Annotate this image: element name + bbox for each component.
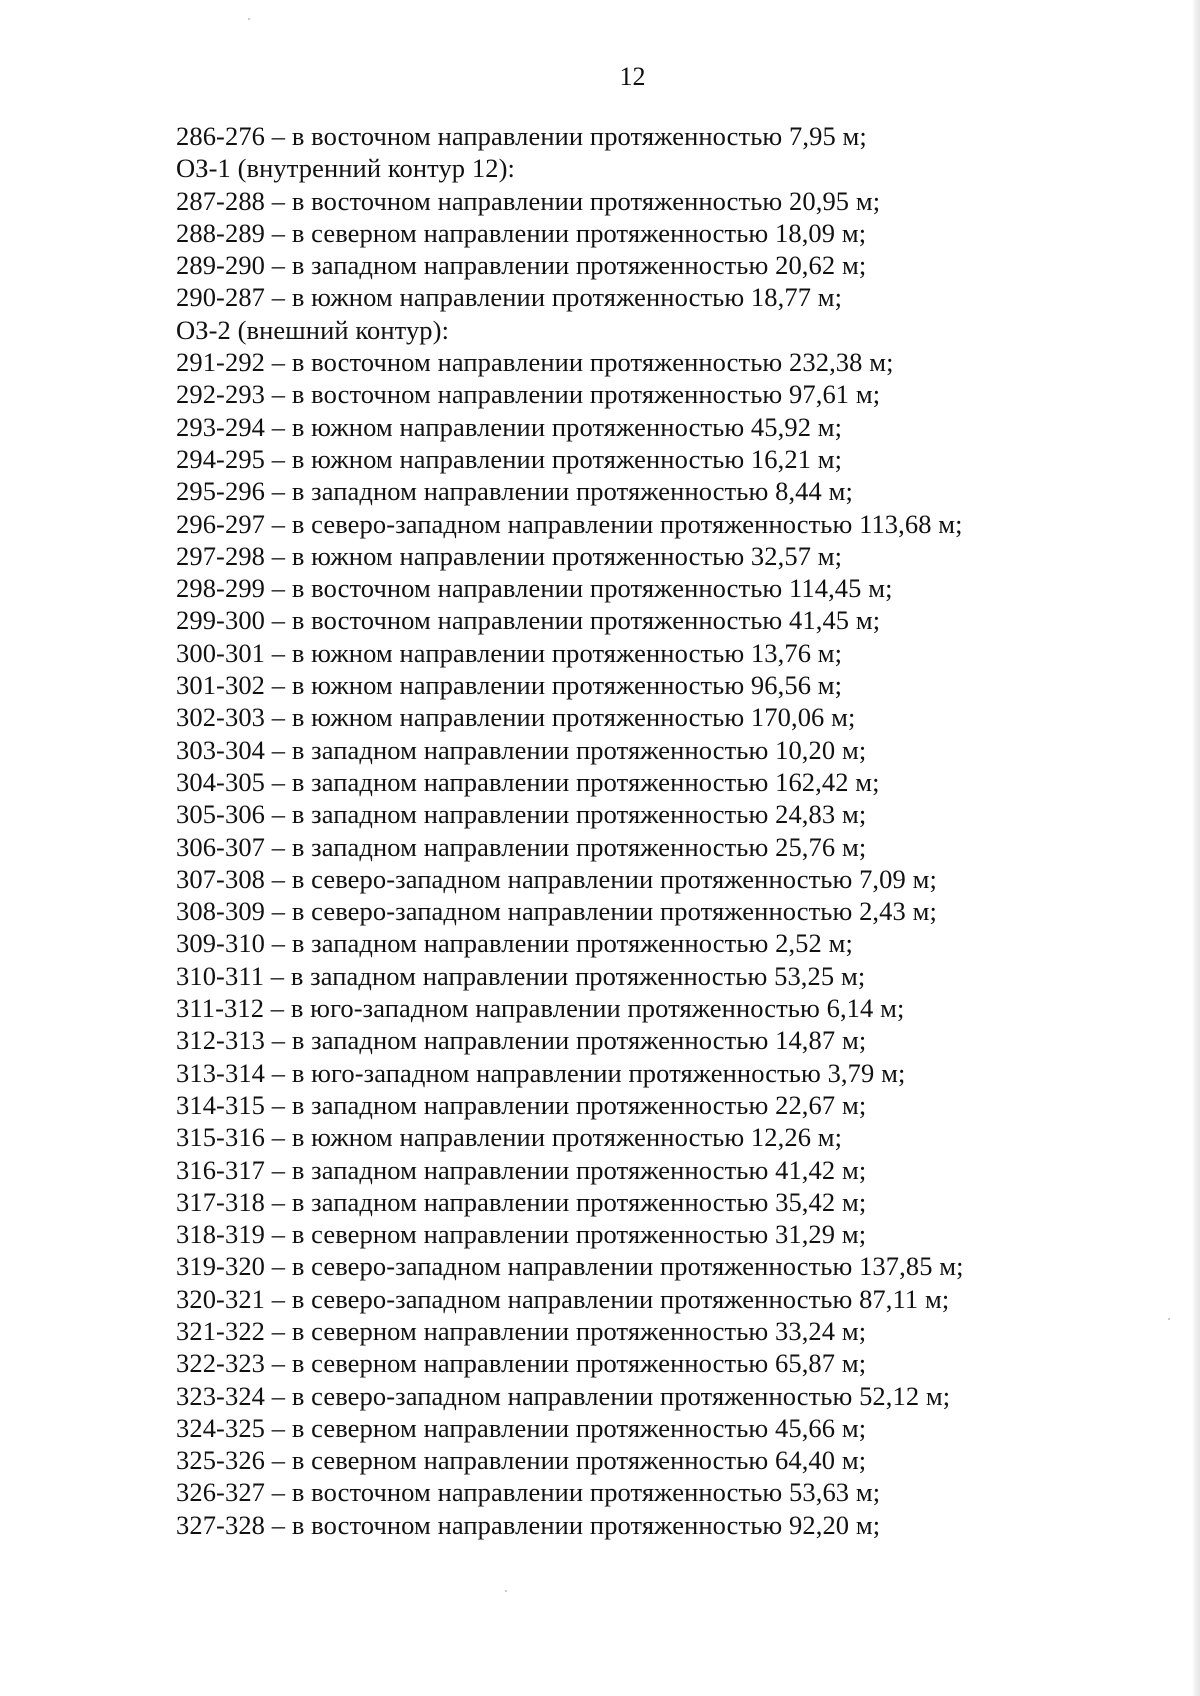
text-line: 298-299 – в восточном направлении протяженностью 114,45 м; [176,573,893,604]
text-line: 312-313 – в западном направлении протяженностью 14,87 м; [176,1025,867,1056]
text-line: 296-297 – в северо-западном направлении протяженностью 113,68 м; [176,508,963,539]
text-line: 304-305 – в западном направлении протяженностью 162,42 м; [176,766,880,797]
text-line: 314-315 – в западном направлении протяженностью 22,67 м; [176,1089,867,1120]
text-line: 323-324 – в северо-западном направлении протяженностью 52,12 м; [176,1380,951,1411]
text-line: 292-293 – в восточном направлении протяженностью 97,61 м; [176,379,881,410]
document-body [176,120,1076,1541]
section-heading: ОЗ-2 (внешний контур): [176,314,450,345]
text-line: 290-287 – в южном направлении протяженностью 18,77 м; [176,282,843,313]
text-line: 291-292 – в восточном направлении протяженностью 232,38 м; [176,347,894,378]
text-line: 311-312 – в юго-западном направлении протяженностью 6,14 м; [176,993,905,1024]
text-line: 310-311 – в западном направлении протяженностью 53,25 м; [176,960,866,991]
text-line: 317-318 – в западном направлении протяженностью 35,42 м; [176,1186,867,1217]
text-line: 287-288 – в восточном направлении протяженностью 20,95 м; [176,185,881,216]
text-line: 313-314 – в юго-западном направлении протяженностью 3,79 м; [176,1057,906,1088]
text-line: 294-295 – в южном направлении протяженностью 16,21 м; [176,443,843,474]
text-line: 326-327 – в восточном направлении протяженностью 53,63 м; [176,1477,881,1508]
text-line: 308-309 – в северо-западном направлении протяженностью 2,43 м; [176,896,937,927]
scan-speck [248,18,250,20]
text-line: 306-307 – в западном направлении протяженностью 25,76 м; [176,831,867,862]
scan-speck [505,1590,507,1592]
text-line: 316-317 – в западном направлении протяженностью 41,42 м; [176,1154,867,1185]
text-line: 288-289 – в северном направлении протяженностью 18,09 м; [176,217,867,248]
text-line: 319-320 – в северо-западном направлении протяженностью 137,85 м; [176,1251,964,1282]
text-line: 315-316 – в южном направлении протяженностью 12,26 м; [176,1122,843,1153]
text-line: 293-294 – в южном направлении протяженностью 45,92 м; [176,411,843,442]
text-line: 289-290 – в западном направлении протяженностью 20,62 м; [176,250,867,281]
scan-speck [1168,1318,1170,1320]
text-line: 286-276 – в восточном направлении протяженностью 7,95 м; [176,121,867,151]
text-line: 324-325 – в северном направлении протяженностью 45,66 м; [176,1412,867,1443]
text-line: 301-302 – в южном направлении протяженностью 96,56 м; [176,670,843,701]
page-number: 12 [619,62,646,91]
text-line: 299-300 – в восточном направлении протяженностью 41,45 м; [176,605,881,636]
text-line: 307-308 – в северо-западном направлении протяженностью 7,09 м; [176,863,937,894]
text-line: 303-304 – в западном направлении протяженностью 10,20 м; [176,734,867,765]
text-line: 327-328 – в восточном направлении протяженностью 92,20 м; [176,1509,881,1540]
text-line: 305-306 – в западном направлении протяженностью 24,83 м; [176,799,867,830]
text-line: 325-326 – в северном направлении протяженностью 64,40 м; [176,1445,867,1476]
section-heading: ОЗ-1 (внутренний контур 12): [176,153,515,184]
text-line: 321-322 – в северном направлении протяженностью 33,24 м; [176,1315,867,1346]
text-line: 320-321 – в северо-западном направлении протяженностью 87,11 м; [176,1283,950,1314]
text-line: 295-296 – в западном направлении протяженностью 8,44 м; [176,476,853,507]
text-line: 322-323 – в северном направлении протяженностью 65,87 м; [176,1348,867,1379]
text-line: 297-298 – в южном направлении протяженностью 32,57 м; [176,540,843,571]
text-line: 309-310 – в западном направлении протяженностью 2,52 м; [176,928,853,959]
scan-edge [1192,0,1200,1696]
text-line: 318-319 – в северном направлении протяженностью 31,29 м; [176,1219,867,1250]
text-line: 302-303 – в южном направлении протяженностью 170,06 м; [176,702,856,733]
text-line: 300-301 – в южном направлении протяженностью 13,76 м; [176,637,843,668]
